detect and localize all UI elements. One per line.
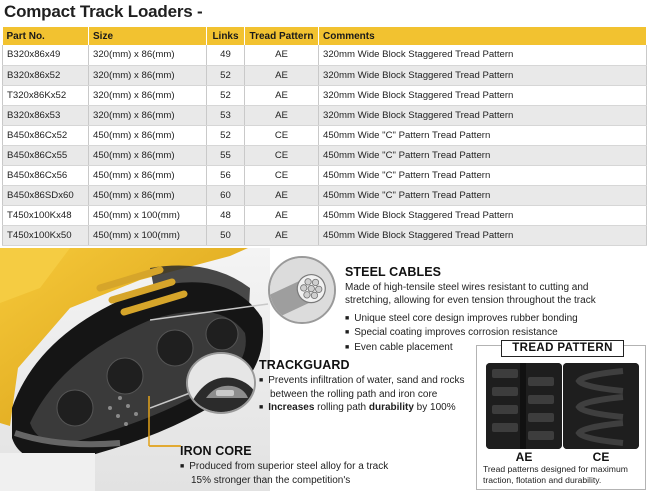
cell-size: 450(mm) x 86(mm): [89, 185, 207, 205]
cell-links: 56: [207, 165, 245, 185]
trackguard-bullet-2-end: by 100%: [413, 402, 456, 413]
cell-size: 450(mm) x 100(mm): [89, 205, 207, 225]
iron-core-title: IRON CORE: [180, 444, 252, 458]
table-row: [3, 185, 647, 205]
cell-tread-pattern: AE: [245, 225, 319, 245]
cell-links: 52: [207, 125, 245, 145]
col-header-links: Links: [207, 27, 245, 45]
cell-comments: 320mm Wide Block Staggered Tread Pattern: [319, 45, 647, 65]
cell-part-no: T320x86Kx52: [3, 85, 89, 105]
cell-size: 320(mm) x 86(mm): [89, 65, 207, 85]
table-body: [3, 45, 647, 245]
cell-part-no: B450x86Cx56: [3, 165, 89, 185]
tread-pattern-title: TREAD PATTERN: [501, 340, 624, 357]
cell-size: 450(mm) x 86(mm): [89, 165, 207, 185]
trackguard-detail: [186, 352, 256, 414]
tread-pattern-caption: Tread patterns designed for maximum traction, flotation and durability.: [483, 464, 628, 485]
table-row: [3, 205, 647, 225]
page-title: Compact Track Loaders -: [4, 2, 203, 21]
cell-tread-pattern: AE: [245, 185, 319, 205]
cell-size: 320(mm) x 86(mm): [89, 85, 207, 105]
cell-part-no: T450x100Kx50: [3, 225, 89, 245]
trackguard-bullet-2-bold-2: durability: [368, 402, 414, 413]
cell-part-no: B320x86x49: [3, 45, 89, 65]
cell-links: 50: [207, 225, 245, 245]
steel-cable-detail: [268, 256, 336, 324]
trackguard-bullet-1: ■ Prevents infiltration of water, sand and rocks between the rolling path and iron core: [259, 374, 474, 401]
ae-label: AE: [515, 450, 533, 464]
steel-cables-bullet-2: ■ Special coating improves corrosion resistance: [345, 326, 558, 340]
table-row: [3, 225, 647, 245]
cell-comments: 450mm Wide Block Staggered Tread Pattern: [319, 225, 647, 245]
table-row: [3, 105, 647, 125]
cell-comments: 450mm Wide "C" Pattern Tread Pattern: [319, 185, 647, 205]
cell-comments: 450mm Wide "C" Pattern Tread Pattern: [319, 125, 647, 145]
cell-size: 450(mm) x 86(mm): [89, 145, 207, 165]
cell-tread-pattern: AE: [245, 65, 319, 85]
cell-tread-pattern: CE: [245, 165, 319, 185]
trackguard-bullet-2-mid: rolling path: [314, 402, 369, 413]
col-header-part-no: Part No.: [3, 27, 89, 45]
cell-tread-pattern: AE: [245, 105, 319, 125]
table-row: [3, 125, 647, 145]
ce-label: CE: [592, 450, 610, 464]
iron-core-leader: [145, 396, 185, 456]
steel-cables-description: Made of high-tensile steel wires resistant to cutting and stretching, allowing for even tension throughout the track: [345, 282, 596, 306]
cell-part-no: B320x86x52: [3, 65, 89, 85]
cell-links: 52: [207, 65, 245, 85]
table-row: [3, 145, 647, 165]
table-row: [3, 45, 647, 65]
steel-cables-bullet-1: ■ Unique steel core design improves rubber bonding: [345, 312, 578, 326]
steel-cable-icon: [270, 258, 336, 324]
cell-links: 52: [207, 85, 245, 105]
col-header-tread-pattern: Tread Pattern: [245, 27, 319, 45]
cell-part-no: B450x86Cx52: [3, 125, 89, 145]
cell-part-no: T450x100Kx48: [3, 205, 89, 225]
ae-tread-icon: [486, 363, 562, 449]
ae-tread-image: [486, 363, 562, 449]
cell-part-no: B450x86SDx60: [3, 185, 89, 205]
table-row: [3, 85, 647, 105]
cell-links: 53: [207, 105, 245, 125]
features-section: [0, 248, 650, 491]
trackguard-bullet-2-bold-1: Increases: [268, 402, 315, 413]
trackguard-bullet-2: [259, 401, 456, 415]
cell-part-no: B450x86Cx55: [3, 145, 89, 165]
cell-comments: 320mm Wide Block Staggered Tread Pattern: [319, 65, 647, 85]
cell-tread-pattern: AE: [245, 205, 319, 225]
cell-size: 320(mm) x 86(mm): [89, 105, 207, 125]
col-header-comments: Comments: [319, 27, 647, 45]
cell-comments: 450mm Wide Block Staggered Tread Pattern: [319, 205, 647, 225]
steel-cables-bullet-3: ■ Even cable placement: [345, 341, 453, 355]
cell-comments: 320mm Wide Block Staggered Tread Pattern: [319, 105, 647, 125]
cell-tread-pattern: AE: [245, 45, 319, 65]
iron-core-bullet: ■ Produced from superior steel alloy for a track 15% stronger than the competition's: [180, 460, 390, 487]
cell-tread-pattern: AE: [245, 85, 319, 105]
cell-links: 49: [207, 45, 245, 65]
cell-part-no: B320x86x53: [3, 105, 89, 125]
table-header-row: [3, 27, 647, 45]
cell-comments: 320mm Wide Block Staggered Tread Pattern: [319, 85, 647, 105]
cell-size: 450(mm) x 100(mm): [89, 225, 207, 245]
cell-links: 48: [207, 205, 245, 225]
cell-size: 320(mm) x 86(mm): [89, 45, 207, 65]
cell-links: 60: [207, 185, 245, 205]
trackguard-title: TRACKGUARD: [259, 358, 350, 372]
steel-cables-title: STEEL CABLES: [345, 265, 442, 279]
cell-comments: 450mm Wide "C" Pattern Tread Pattern: [319, 145, 647, 165]
track-spec-table: [2, 27, 647, 246]
table-row: [3, 165, 647, 185]
table-row: [3, 65, 647, 85]
ce-tread-image: [563, 363, 639, 449]
cell-size: 450(mm) x 86(mm): [89, 125, 207, 145]
cell-comments: 450mm Wide "C" Pattern Tread Pattern: [319, 165, 647, 185]
tread-pattern-panel: [476, 342, 646, 490]
cell-tread-pattern: CE: [245, 125, 319, 145]
cell-links: 55: [207, 145, 245, 165]
ce-tread-icon: [563, 363, 639, 449]
col-header-size: Size: [89, 27, 207, 45]
cell-tread-pattern: CE: [245, 145, 319, 165]
